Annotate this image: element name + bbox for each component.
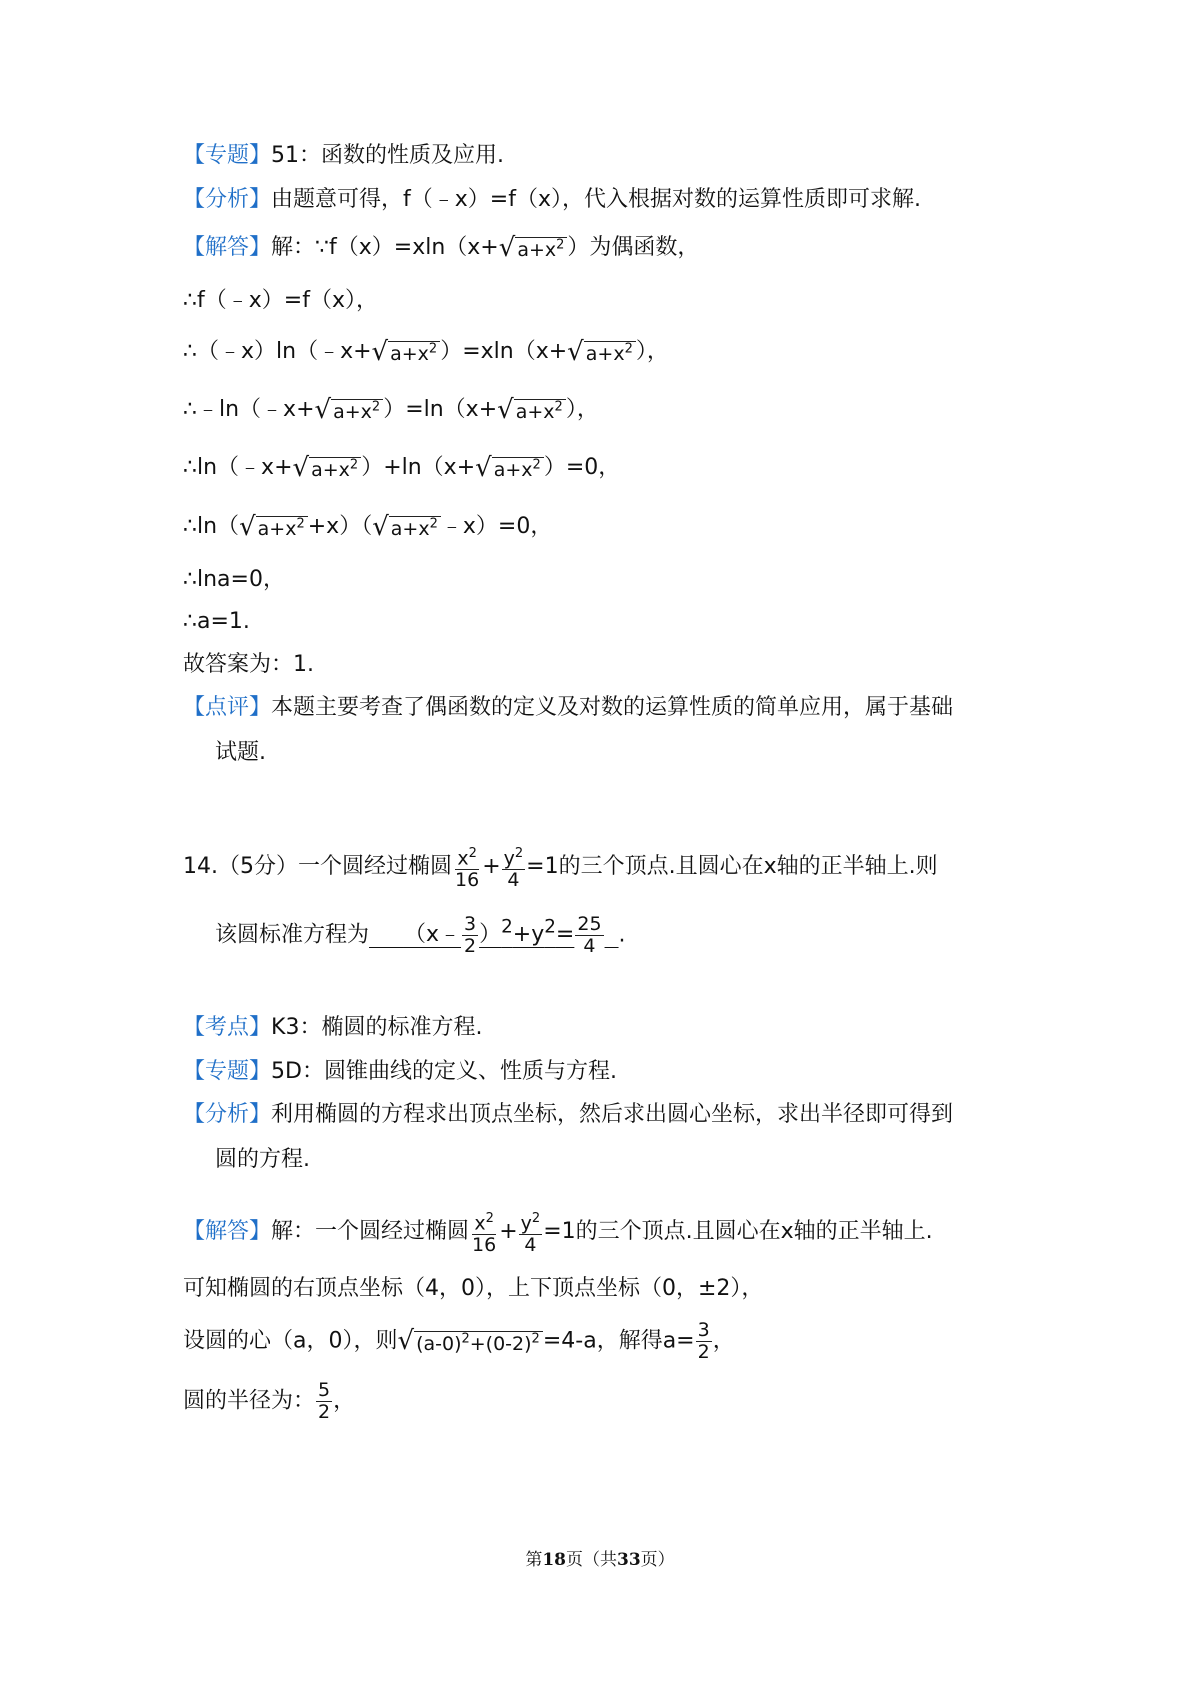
sol13-jieda: 【解答】解：∵f（x）=xln（x+√ $a+x^2$ ）为偶函数， [183,231,699,265]
sol14-zhuanti: 【专题】5D：圆锥曲线的定义、性质与方程. [183,1059,617,1084]
sol14-fenxi-cont: 圆的方程. [215,1147,310,1172]
sol13-step2: ∴（﹣x）ln（﹣x+√ $a+x^2$ ）=xln（x+√ $a+x^2$ ）， [183,337,669,368]
page-footer: 第18页（共33页） [525,1550,675,1570]
fraction-y2-4: $\frac{y^2}{4}$ [502,843,526,891]
jieda-tag: 【解答】 [183,235,272,261]
page-number: 18 [542,1550,566,1570]
sol14-step2: 设圆的心（a，0），则√ $(a-0)^2+(0-2)^2 =4-a$，解得a= $\frac{3}{2}$ ， [183,1319,735,1363]
page-total: 33 [617,1550,641,1570]
jieda-tag: 【解答】 [183,1219,272,1245]
fraction-x2-16: $\frac{x^2}{16}$ [453,843,481,891]
zhuanti-tag: 【专题】 [183,143,272,168]
sol13-step1: ∴f（﹣x）=f（x）， [183,288,378,313]
sol13-step5: ∴ln（√ $a+x^2 +x)(√$ $a+x^2$ ﹣x）=0， [183,512,553,543]
sol14-step3: 圆的半径为： $\frac{5}{2}$ ， [183,1379,356,1423]
sol13-dianping: 【点评】本题主要考查了偶函数的定义及对数的运算性质的简单应用，属于基础 [183,695,954,720]
sqrt-expression: √ $a+x^2$ [499,231,568,265]
sol14-step1: 可知椭圆的右顶点坐标（4，0），上下顶点坐标（0，±2）， [183,1276,764,1301]
dianping-tag: 【点评】 [183,695,272,720]
sol14-fenxi: 【分析】利用椭圆的方程求出顶点坐标，然后求出圆心坐标，求出半径即可得到 [183,1102,954,1127]
sol13-fenxi: 【分析】由题意可得，f（﹣x）=f（x），代入根据对数的运算性质即可求解. [183,187,921,212]
sol14-kaodian: 【考点】K3：椭圆的标准方程. [183,1015,483,1040]
sol14-jieda: 【解答】解：一个圆经过椭圆 $\frac{x^2}{16}$ + $\frac{y^2}{4}$ =1的三个顶点.且圆心在x轴的正半轴上. [183,1208,933,1256]
sol13-answer: 故答案为：1. [183,652,314,677]
q14-answer-line: 该圆标准方程为 （x﹣ $\frac{3}{2}$ ）$^2+y^2=$ $\frac{25}{4}$ . [215,912,626,957]
sol13-step3: ∴﹣ln（﹣x+√ $a+x^2$ ）=ln（x+√ $a+x^2$ ）， [183,395,599,426]
sol13-step7: ∴a=1. [183,609,250,634]
zhuanti-tag: 【专题】 [183,1059,272,1084]
q14-stem: 14.（5分）一个圆经过椭圆 $\frac{x^2}{16}$ + $\frac{y^2}{4}$ =1的三个顶点.且圆心在x轴的正半轴上.则 [183,843,938,891]
sol13-zhuanti: 【专题】51：函数的性质及应用. [183,143,505,168]
kaodian-tag: 【考点】 [183,1015,272,1040]
fenxi-tag: 【分析】 [183,1102,272,1127]
q14-answer: （x﹣ $\frac{3}{2}$ ）$^2+y^2=$ $\frac{25}{4}$ [403,912,602,957]
sol13-step6: ∴lna=0， [183,567,285,592]
fenxi-tag: 【分析】 [183,187,272,212]
sol13-step4: ∴ln（﹣x+√ $a+x^2$ ）+ln（x+√ $a+x^2$ ）=0， [183,453,621,484]
sol13-dianping-cont: 试题. [215,740,266,765]
